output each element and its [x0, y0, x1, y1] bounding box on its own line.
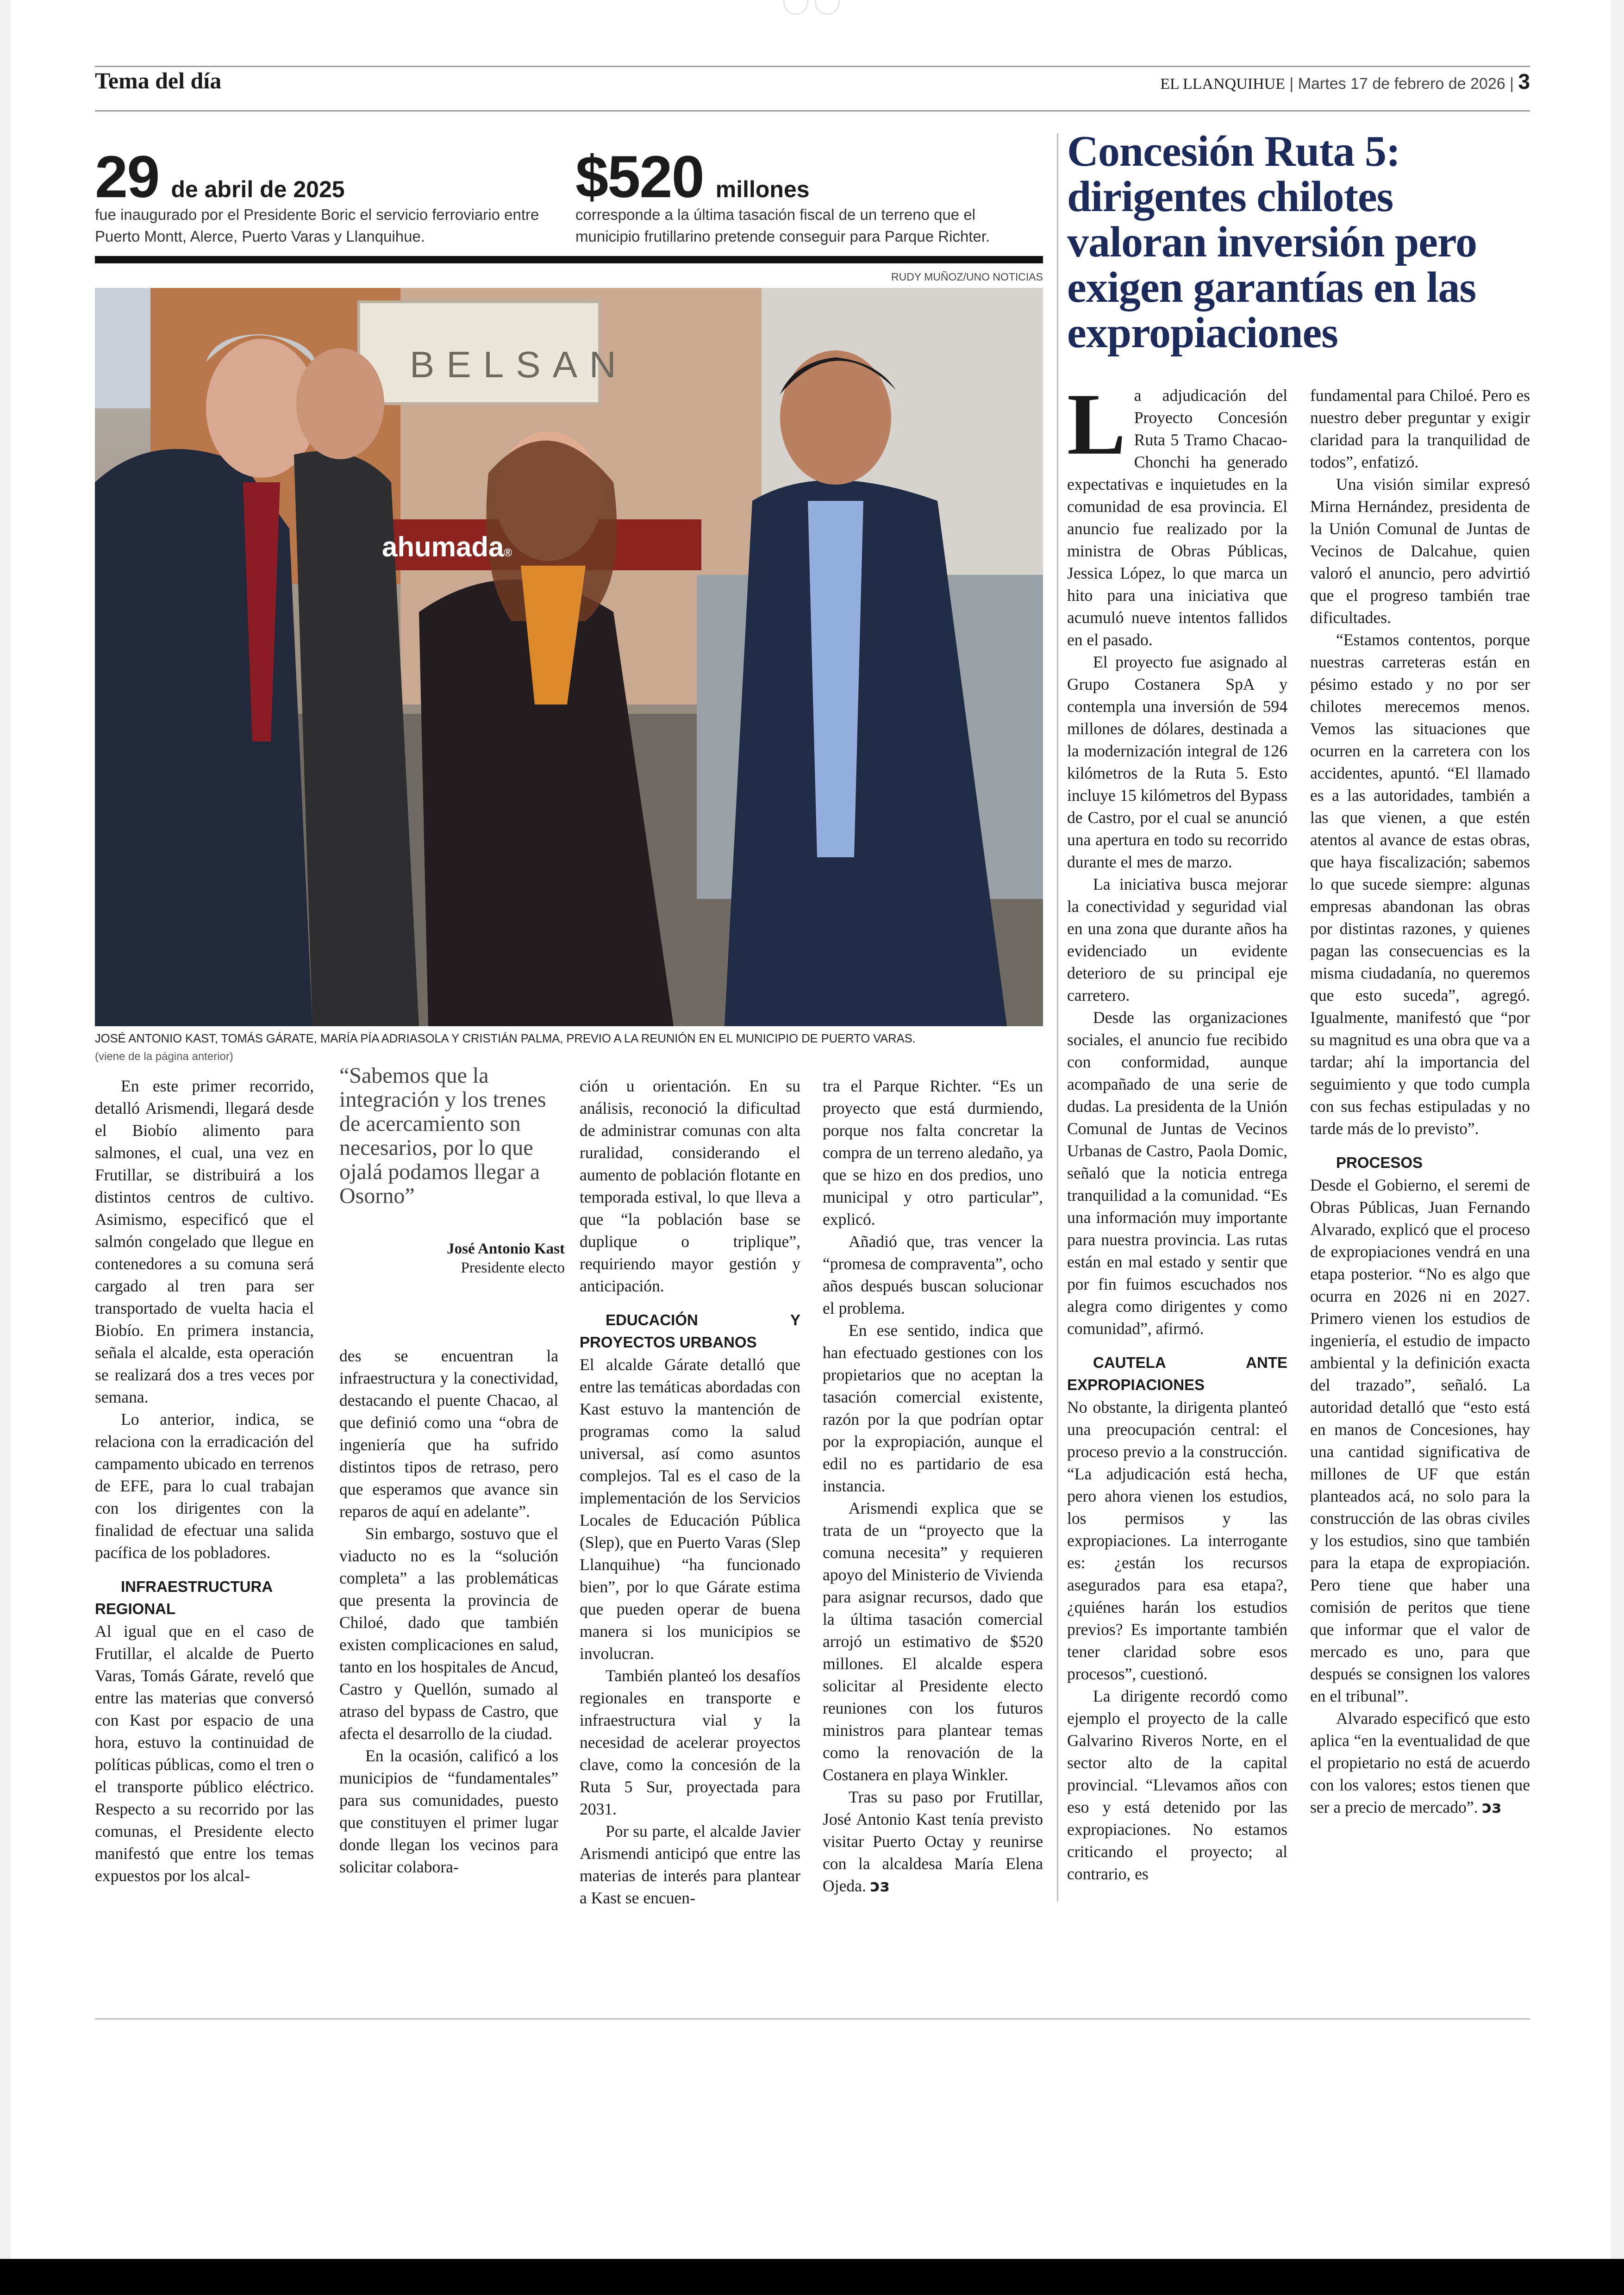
- col5-paragraph: La dirigente recordó como ejemplo el proyecto de la calle Galvarino Riveros Norte, en el sector alto de la capital provincial. “Llevamos años con eso y está detenido por las expropiaciones. No estamos criticando el proyecto; al contrario, es: [1067, 1687, 1287, 1883]
- column-4: [823, 1075, 1043, 1897]
- photo-caption: JOSÉ ANTONIO KAST, TOMÁS GÁRATE, MARÍA PÍA ADRIASOLA Y CRISTIÁN PALMA, PREVIO A LA REUNIÓN EN EL MUNICIPIO DE PUERTO VARAS.: [95, 1032, 916, 1045]
- shop-sign-text: [382, 531, 512, 563]
- shop-sign-brand: ahumada: [382, 531, 504, 562]
- col6-paragraph: fundamental para Chiloé. Pero es nuestro deber preguntar y exigir claridad para la tranquilidad de todos”, enfatizó.: [1310, 386, 1530, 471]
- col6-last-text: Alvarado especificó que esto aplica “en la eventualidad de que el propietario no está de acuerdo con los valores; estos tienen que ser a precio de mercado”.: [1310, 1709, 1530, 1816]
- drop-cap: L: [1067, 376, 1126, 473]
- col4-paragraph: Arismendi explica que se trata de un “proyecto que la comuna necesita” y requieren apoyo del Ministerio de Vivienda para asignar recursos, dado que la última tasación comercial arrojó un estimativo de $520 millones. El alcalde espera solicitar al Presidente electo reuniones con los futuros ministros para plantear temas como la renovación de la Costanera en playa Winkler.: [823, 1499, 1043, 1784]
- col5-first-text: a adjudicación del Proyecto Concesión Ruta 5 Tramo Chacao-Chonchi ha generado expectativas e inquietudes en la comunidad de esa provincia. El anuncio fue realizado por la ministra de Obras Públicas, Jessica López, lo que marca un hito para una iniciativa que acumuló nueve intentos fallidos en el pasado.: [1067, 386, 1287, 649]
- header-bottom-rule: [95, 110, 1530, 112]
- pull-quote-author: José Antonio Kast: [447, 1241, 565, 1257]
- col4-last-text: Tras su paso por Frutillar, José Antonio Kast tenía previsto visitar Puerto Octay y reunirse con la alcaldesa María Elena Ojeda.: [823, 1788, 1043, 1895]
- fact-amount-unit: millones: [715, 176, 810, 202]
- col3-paragraph: El alcalde Gárate detalló que entre las temáticas abordadas con Kast estuvo la mantención de programas como la salud universal, así como asuntos complejos. Tal es el caso de la implementación de los Servicios Locales de Educación Pública (Slep), que en Puerto Varas (Slep Llanquihue) “ha funcionado bien”, por lo que Gárate estima que pueden operar de buena manera si los municipios se involucran.: [580, 1355, 800, 1663]
- col1-paragraph: En este primer recorrido, detalló Arismendi, llegará desde el Biobío alimento para salmones, el cual, una vez en Frutillar, se distribuirá a los distintos centros de cultivo. Asimismo, especificó que el salmón congelado que llegue en contenedores a su comuna será cargado al tren para ser transportado de vuelta hacia el Biobío. En primera instancia, señala el alcalde, esta operación se realizará dos a tres veces por semana.: [95, 1077, 314, 1406]
- fact-date-number: 29: [95, 144, 159, 210]
- headline: Concesión Ruta 5: dirigentes chilotes valoran inversión pero exigen garantías en las expropiaciones: [1067, 127, 1477, 357]
- col6-paragraph: Una visión similar expresó Mirna Hernández, presidenta de la Unión Comunal de Juntas de Vecinos de Dalcahue, quien valoró el anuncio, pero advirtió que el progreso también trae dificultades.: [1310, 475, 1530, 627]
- col5-subhead: CAUTELA ANTE EXPROPIACIONES: [1067, 1354, 1287, 1393]
- photo-credit: RUDY MUÑOZ/UNO NOTICIAS: [891, 271, 1043, 283]
- col1-paragraph: Lo anterior, indica, se relaciona con la erradicación del campamento ubicado en terrenos de EFE, para lo cual trabajan con los dirigentes con la finalidad de efectuar una salida pacífica de los pobladores.: [95, 1410, 314, 1562]
- viewer-bottom-bar: [0, 2259, 1624, 2295]
- fact-date: [95, 144, 553, 247]
- col6-paragraph: [1310, 1707, 1530, 1819]
- footer-rule: [95, 2018, 1530, 2020]
- col4-paragraph: En ese sentido, indica que han efectuado gestiones con los propietarios que no aceptan la tasación comercial existente, razón por la que podrían optar por la expropiación, aunque el edil no es partidario de esa instancia.: [823, 1321, 1043, 1495]
- col5-paragraph: No obstante, la dirigenta planteó una preocupación central: el proceso previo a la construcción. “La adjudicación está hecha, pero ahora vienen los estudios, los permisos y las expropiaciones. La interrogante es: ¿están los recursos asegurados para esa etapa?, ¿quiénes harán los estudios previos? Es importante también tener claridad sobre esos procesos”, cuestionó.: [1067, 1398, 1287, 1683]
- col4-paragraph: Añadió que, tras vencer la “promesa de compraventa”, ocho años después buscan solucionar el problema.: [823, 1232, 1043, 1317]
- fact-date-text: fue inaugurado por el Presidente Boric el servicio ferroviario entre Puerto Montt, Alerce, Puerto Varas y Llanquihue.: [95, 206, 539, 245]
- pull-quote-role: Presidente electo: [461, 1260, 565, 1276]
- col3-paragraph: También planteó los desafíos regionales en transporte e infraestructura vial y la necesidad de acelerar proyectos clave, como la concesión de la Ruta 5 Sur, proyectada para 2031.: [580, 1666, 800, 1818]
- column-6: [1310, 384, 1530, 1819]
- page-number: 3: [1518, 69, 1530, 94]
- col6-paragraph: “Estamos contentos, porque nuestras carreteras están en pésimo estado y no por ser chilotes merecemos menos. Vemos las situaciones que ocurren en la carretera con los accidentes, apuntó. “El llamado es a las autoridades, también a las que vienen, a que estén atentos al avance de estas obras, que haya fiscalización; sabemos lo que sucede siempre: algunas empresas abandonan las obras por distintas razones, y quienes pagan las consecuencias es la misma ciudadanía, no queremos que esto suceda”, agregó. Igualmente, manifestó que “por su magnitud es una obra que va a tardar; ahí la importancia del seguimiento y que todo cumpla con sus fechas estipuladas y no tarde más de lo previsto”.: [1310, 630, 1530, 1138]
- facts-rule: [95, 256, 1043, 263]
- col5-paragraph: La iniciativa busca mejorar la conectividad y seguridad vial en una zona que durante años ha evidenciado un evidente deterioro de su principal eje carretero.: [1067, 875, 1287, 1004]
- column-1: [95, 1075, 314, 1887]
- col2-paragraph: Sin embargo, sostuvo que el viaducto no es la “solución completa” a las problemáticas que presenta la provincia de Chiloé, dado que también existen complicaciones en salud, tanto en los hospitales de Ancud, Castro y Quellón, sumado al atraso del bypass de Castro, que afecta el desarrollo de la ciudad.: [339, 1524, 558, 1743]
- col1-subhead: INFRAESTRUCTURA REGIONAL: [95, 1578, 273, 1617]
- column-5: [1067, 376, 1287, 1885]
- shop-sign-mark: ®: [504, 547, 512, 559]
- page-right-margin: [1611, 0, 1624, 2295]
- header-top-rule: [95, 66, 1530, 67]
- col4-paragraph: [823, 1786, 1043, 1897]
- main-photo: [95, 288, 1043, 1026]
- page-left-margin: [0, 0, 11, 2295]
- col2-paragraph: des se encuentran la infraestructura y la conectividad, destacando el puente Chacao, al que definió como una “obra de ingeniería que ha sufrido distintos tipos de retraso, pero que esperamos que avance sin reparos de aquí en adelante”.: [339, 1347, 558, 1521]
- pull-quote-text: “Sabemos que la integración y los trenes de acercamiento son necesarios, por lo que ojalá podamos llegar a Osorno”: [339, 1063, 546, 1208]
- pull-quote: [339, 1064, 565, 1278]
- headline-divider: [1057, 133, 1058, 1902]
- store-sign-text: BELSAN: [410, 344, 628, 385]
- col3-subhead: EDUCACIÓN Y PROYECTOS URBANOS: [580, 1311, 800, 1351]
- paper-name: EL LLANQUIHUE: [1160, 75, 1285, 93]
- column-2: [339, 1345, 558, 1878]
- header-paper-info: [1160, 70, 1530, 95]
- end-mark-icon: ↄз: [870, 1877, 890, 1896]
- col5-paragraph: El proyecto fue asignado al Grupo Costanera SpA y contempla una inversión de 594 millones de dólares, destinada a la modernización integral de 126 kilómetros de la Ruta 5. Esto incluye 15 kilómetros del Bypass de Castro, por el cual se anunció una apertura en todo su recorrido durante el mes de marzo.: [1067, 653, 1287, 871]
- col3-paragraph: Por su parte, el alcalde Javier Arismendi anticipó que entre las materias de interés para plantear a Kast se encuen-: [580, 1822, 800, 1907]
- col6-subhead: PROCESOS: [1336, 1154, 1423, 1171]
- col2-paragraph: En la ocasión, calificó a los municipios de “fundamentales” para sus comunidades, puesto que constituyen el primer lugar donde llegan los vecinos para solicitar colabora-: [339, 1746, 558, 1876]
- end-mark-icon: ↄз: [1482, 1798, 1502, 1817]
- fact-amount-text: corresponde a la última tasación fiscal de un terreno que el municipio frutillarino pretende conseguir para Parque Richter.: [575, 206, 990, 245]
- issue-date: | Martes 17 de febrero de 2026 |: [1289, 75, 1514, 93]
- fact-date-unit: de abril de 2025: [171, 176, 345, 202]
- page-nav-dots[interactable]: [783, 0, 843, 14]
- col6-paragraph: Desde el Gobierno, el seremi de Obras Públicas, Juan Fernando Alvarado, explicó que el proceso de expropiaciones vendrá en una etapa posterior. “No es algo que ocurra en 2026 ni en 2027. Primero vienen los estudios de ingeniería, el estudio de impacto ambiental y la definición exacta del trazado”, señaló. La autoridad detalló que “esto está en manos de Concesiones, hay una cantidad significativa de millones de UF que están planteados acá, no solo para la construcción de las obras civiles y los estudios, sino que también para la etapa de expropiación. Pero tiene que haber una comisión de peritos que tiene que informar que el valor de mercado es uno, para que después se consignen los valores en el tribunal”.: [1310, 1176, 1530, 1705]
- col5-paragraph: [1067, 376, 1287, 651]
- section-title: Tema del día: [95, 68, 222, 94]
- col1-paragraph: Al igual que en el caso de Frutillar, el alcalde de Puerto Varas, Tomás Gárate, reveló que entre las materias que conversó con Kast por espacio de una hora, estuvo la continuidad de políticas públicas, como el tren o el transporte público eléctrico. Respecto a su recorrido por las comunas, el Presidente electo manifestó que entre los temas expuestos por los alcal-: [95, 1622, 314, 1885]
- fact-amount-number: $520: [575, 144, 704, 210]
- continued-note: (viene de la página anterior): [95, 1050, 233, 1063]
- col3-paragraph: ción u orientación. En su análisis, reconoció la dificultad de administrar comunas con alta ruralidad, considerando el aumento de población flotante en temporada estival, lo que lleva a que “la población base se duplique o triplique”, requiriendo mayor gestión y anticipación.: [580, 1077, 800, 1295]
- col4-paragraph: tra el Parque Richter. “Es un proyecto que está durmiendo, porque nos falta concretar la compra de un terreno aledaño, ya que se hizo en dos predios, uno municipal y otro particular”, explicó.: [823, 1077, 1043, 1229]
- col5-paragraph: Desde las organizaciones sociales, el anuncio fue recibido con conformidad, aunque acompañado de una serie de dudas. La presidenta de la Unión Comunal de Juntas de Vecinos Urbanas de Castro, Paola Domic, señaló que la noticia entrega tranquilidad a la comunidad. “Es una información muy importante para nuestra provincia. Las rutas están en mal estado y sentir que por fin fuimos escuchados nos alegra como dirigentes y como comunidad”, afirmó.: [1067, 1008, 1287, 1338]
- fact-amount: [575, 144, 1038, 247]
- column-3: [580, 1075, 800, 1909]
